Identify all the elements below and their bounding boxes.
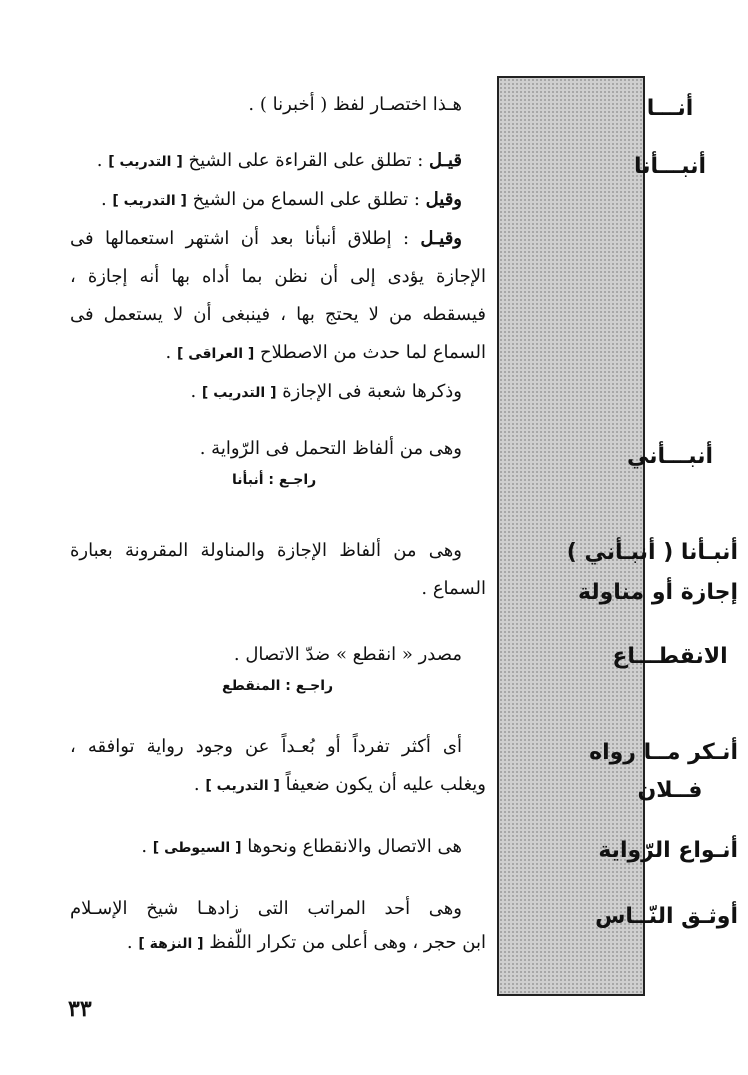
source-ref: [ العراقى ]: [176, 346, 255, 362]
entry-end: .: [193, 774, 206, 795]
term-anbaana-anbaani: أنبـأنا ( أنبـأني ): [566, 540, 738, 565]
entry-anwaa-text: [70, 828, 486, 867]
entry-anbaani: [70, 430, 486, 468]
entry-inqita-text: مصدر « انقطع » ضدّ الاتصال .: [233, 644, 462, 665]
entry-inqita: [70, 636, 486, 674]
quote-text: : تطلق على القراءة على الشيخ: [182, 150, 430, 171]
entry-ankar-line-1: أى أكثر تفرداً أو بُعـداً عن وجود رواية توافقه ،: [70, 736, 462, 757]
entry-anwaa-riwaya: [70, 828, 486, 867]
entry-anbaani-text: وهى من ألفاظ التحمل فى الرّواية .: [199, 438, 462, 459]
quote-line-4: الإجازة يؤدى إلى أن نظن بما أداه بها أنه إجازة ،: [70, 266, 486, 287]
quote-line-7: [70, 373, 486, 412]
entry-end: .: [141, 836, 153, 857]
source-ref: [ التدريب ]: [112, 193, 187, 209]
entry-awthaq-nas: [70, 892, 486, 961]
term-anbaana: أنبـــأنا: [633, 154, 707, 179]
entry-text: ابن حجر ، وهى أعلى من تكرار اللّفظ: [203, 932, 486, 953]
entry-text: ويغلب عليه أن يكون ضعيفاً: [279, 774, 486, 795]
quote-line-5: فيسقطه من لا يحتج بها ، فينبغى أن لا يستعمل فى: [70, 304, 486, 325]
quote-lead: قيـل: [429, 150, 462, 171]
entry-ankar-line-2: [70, 766, 486, 805]
quote-line-3: [70, 220, 486, 258]
source-ref: [ التدريب ]: [205, 778, 280, 794]
term-ana: أنـــا: [646, 96, 694, 121]
quote-end: .: [96, 150, 109, 171]
page-number: ٣٣: [68, 996, 92, 1022]
source-ref: [ السيوطى ]: [152, 840, 242, 856]
entry-ana: [70, 86, 486, 124]
quote-line-6: [70, 334, 486, 373]
quote-text: السماع لما حدث من الاصطلاح: [254, 342, 486, 363]
entry-end: .: [126, 932, 139, 953]
term-inqita: الانقطـــاع: [612, 644, 728, 669]
term-awthaq-nas: أوثـق النّــاس: [595, 904, 738, 929]
term-ankar-ma-rawah: أنـكر مــا رواه: [589, 740, 738, 765]
quote-text: : تطلق على السماع من الشيخ: [186, 189, 426, 210]
quote-lead: وقيل: [425, 189, 462, 210]
quote-end: .: [100, 189, 113, 210]
quote-line-1: [70, 142, 486, 181]
see-also-munqati: راجـع : المنقطع: [222, 678, 334, 694]
term-anwaa-riwaya: أنـواع الرّواية: [598, 838, 738, 863]
entry-ijaza-line-1: وهى من ألفاظ الإجازة والمناولة المقرونة بعبارة: [70, 540, 462, 561]
term-ijaza-munawala: إجازة أو مناولة: [578, 580, 738, 605]
quote-text: وذكرها شعبة فى الإجازة: [276, 381, 462, 402]
quote-lead: وقيـل: [420, 228, 462, 249]
quote-text: : إطلاق أنبأنا بعد أن اشتهر استعمالها فى: [70, 228, 421, 249]
source-ref: [ التدريب ]: [201, 385, 277, 401]
term-fulan: فــلان: [637, 778, 703, 803]
quote-end: .: [165, 342, 177, 363]
source-ref: [ النزهة ]: [138, 936, 204, 952]
entry-ijaza-line-2: السماع .: [421, 578, 486, 599]
entry-ijaza-munawala: [70, 532, 486, 608]
entry-awthaq-line-1: وهى أحد المراتب التى زادهـا شيخ الإسـلام: [70, 898, 462, 919]
entry-awthaq-line-2: [70, 926, 486, 961]
entry-anbaana: [70, 142, 486, 412]
source-ref: [ التدريب ]: [108, 154, 183, 170]
entry-text: هى الاتصال والانقطاع ونحوها: [241, 836, 462, 857]
quote-end: .: [190, 381, 202, 402]
quote-line-2: [70, 181, 486, 220]
see-also-anbaana: راجـع : أنبأنا: [232, 472, 317, 488]
entry-ankar: [70, 728, 486, 805]
entry-ana-text: هـذا اختصـار لفظ ( أخبرنا ) .: [248, 94, 462, 115]
term-anbaani: أنبـــأني: [626, 444, 714, 469]
